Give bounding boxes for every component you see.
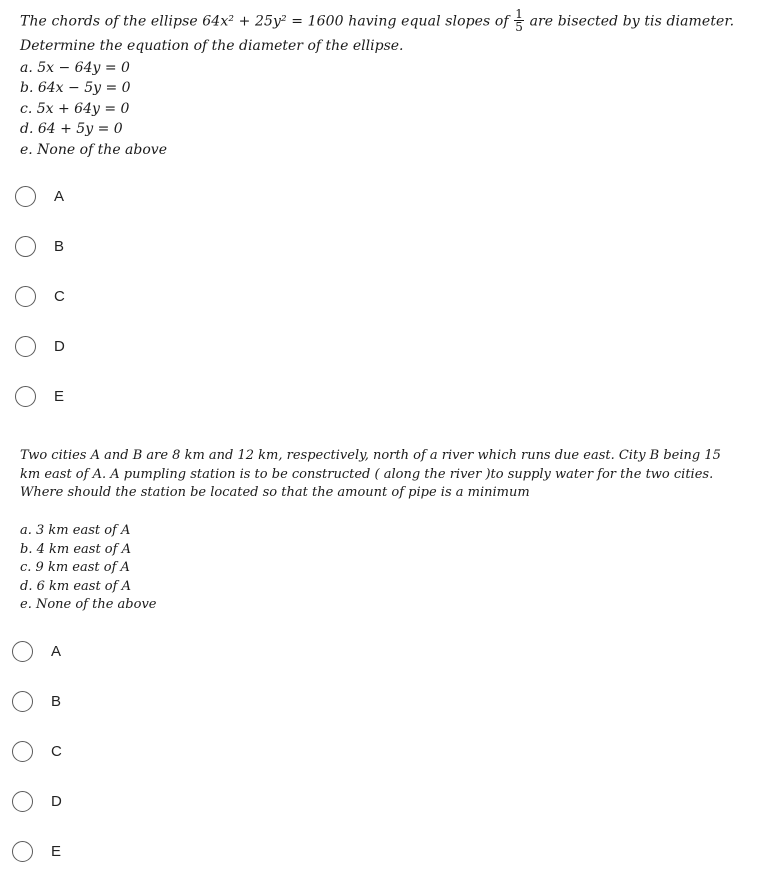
radio-button[interactable] [12,791,33,812]
question-2-prompt: Two cities A and B are 8 km and 12 km, respectively, north of a river which runs due east. City B being 15 km east of A. A pumpling station is to be constructed ( along the river )to supply water for the two cities. Where should the station be located so that the amount of pipe is a minimum [20,448,721,500]
question-2-option-b: b. 4 km east of A [20,541,131,557]
question-2-choice-e[interactable] [12,841,61,862]
slope-fraction [514,8,524,33]
question-1-choice-d[interactable] [15,336,65,357]
question-1-option-e: e. None of the above [20,141,167,158]
choice-label: D [51,793,62,810]
fraction-numerator: 1 [515,7,524,21]
question-2-choice-c[interactable] [12,741,62,762]
question-2-option-a: a. 3 km east of A [20,523,131,538]
question-1-prompt-line-2: Determine the equation of the diameter of the ellipse. [20,38,404,54]
question-1-option-a: a. 5x − 64y = 0 [20,60,130,76]
question-1-option-c: c. 5x + 64y = 0 [20,100,130,117]
radio-button[interactable] [15,336,36,357]
radio-button[interactable] [15,286,36,307]
question-1-choice-c[interactable] [15,286,65,307]
question-1-choice-e[interactable] [15,386,64,407]
question-1-prompt-line-1 [20,9,734,34]
radio-button[interactable] [12,741,33,762]
choice-label: B [51,693,62,710]
fraction-denominator: 5 [515,20,524,34]
question-2-choice-a[interactable] [12,641,61,662]
question-1-choice-b[interactable] [15,236,64,257]
question-1-choice-a[interactable] [15,186,64,207]
radio-button[interactable] [15,186,36,207]
radio-button[interactable] [12,691,33,712]
radio-button[interactable] [12,641,33,662]
choice-label: A [54,188,65,205]
choice-label: B [54,238,65,255]
radio-button[interactable] [15,236,36,257]
choice-label: C [54,288,65,305]
choice-label: D [54,338,65,355]
question-2-options-list [20,522,157,615]
question-1-text-before-fraction: The chords of the ellipse 64x² + 25y² = 1600 having equal slopes of [20,13,514,30]
question-1-options-list [20,58,167,160]
question-2-option-e: e. None of the above [20,597,157,612]
question-1-text-after-fraction: are bisected by tis diameter. [525,13,735,30]
radio-button[interactable] [12,841,33,862]
choice-label: A [51,643,62,660]
question-2-option-c: c. 9 km east of A [20,560,130,575]
choice-label: E [54,388,65,405]
radio-button[interactable] [15,386,36,407]
choice-label: C [51,743,62,760]
choice-label: E [51,843,62,860]
question-2-choice-b[interactable] [12,691,61,712]
question-2-option-d: d. 6 km east of A [20,578,131,594]
question-2-choice-d[interactable] [12,791,62,812]
question-1-option-b: b. 64x − 5y = 0 [20,80,131,97]
question-1-option-d: d. 64 + 5y = 0 [20,121,123,138]
